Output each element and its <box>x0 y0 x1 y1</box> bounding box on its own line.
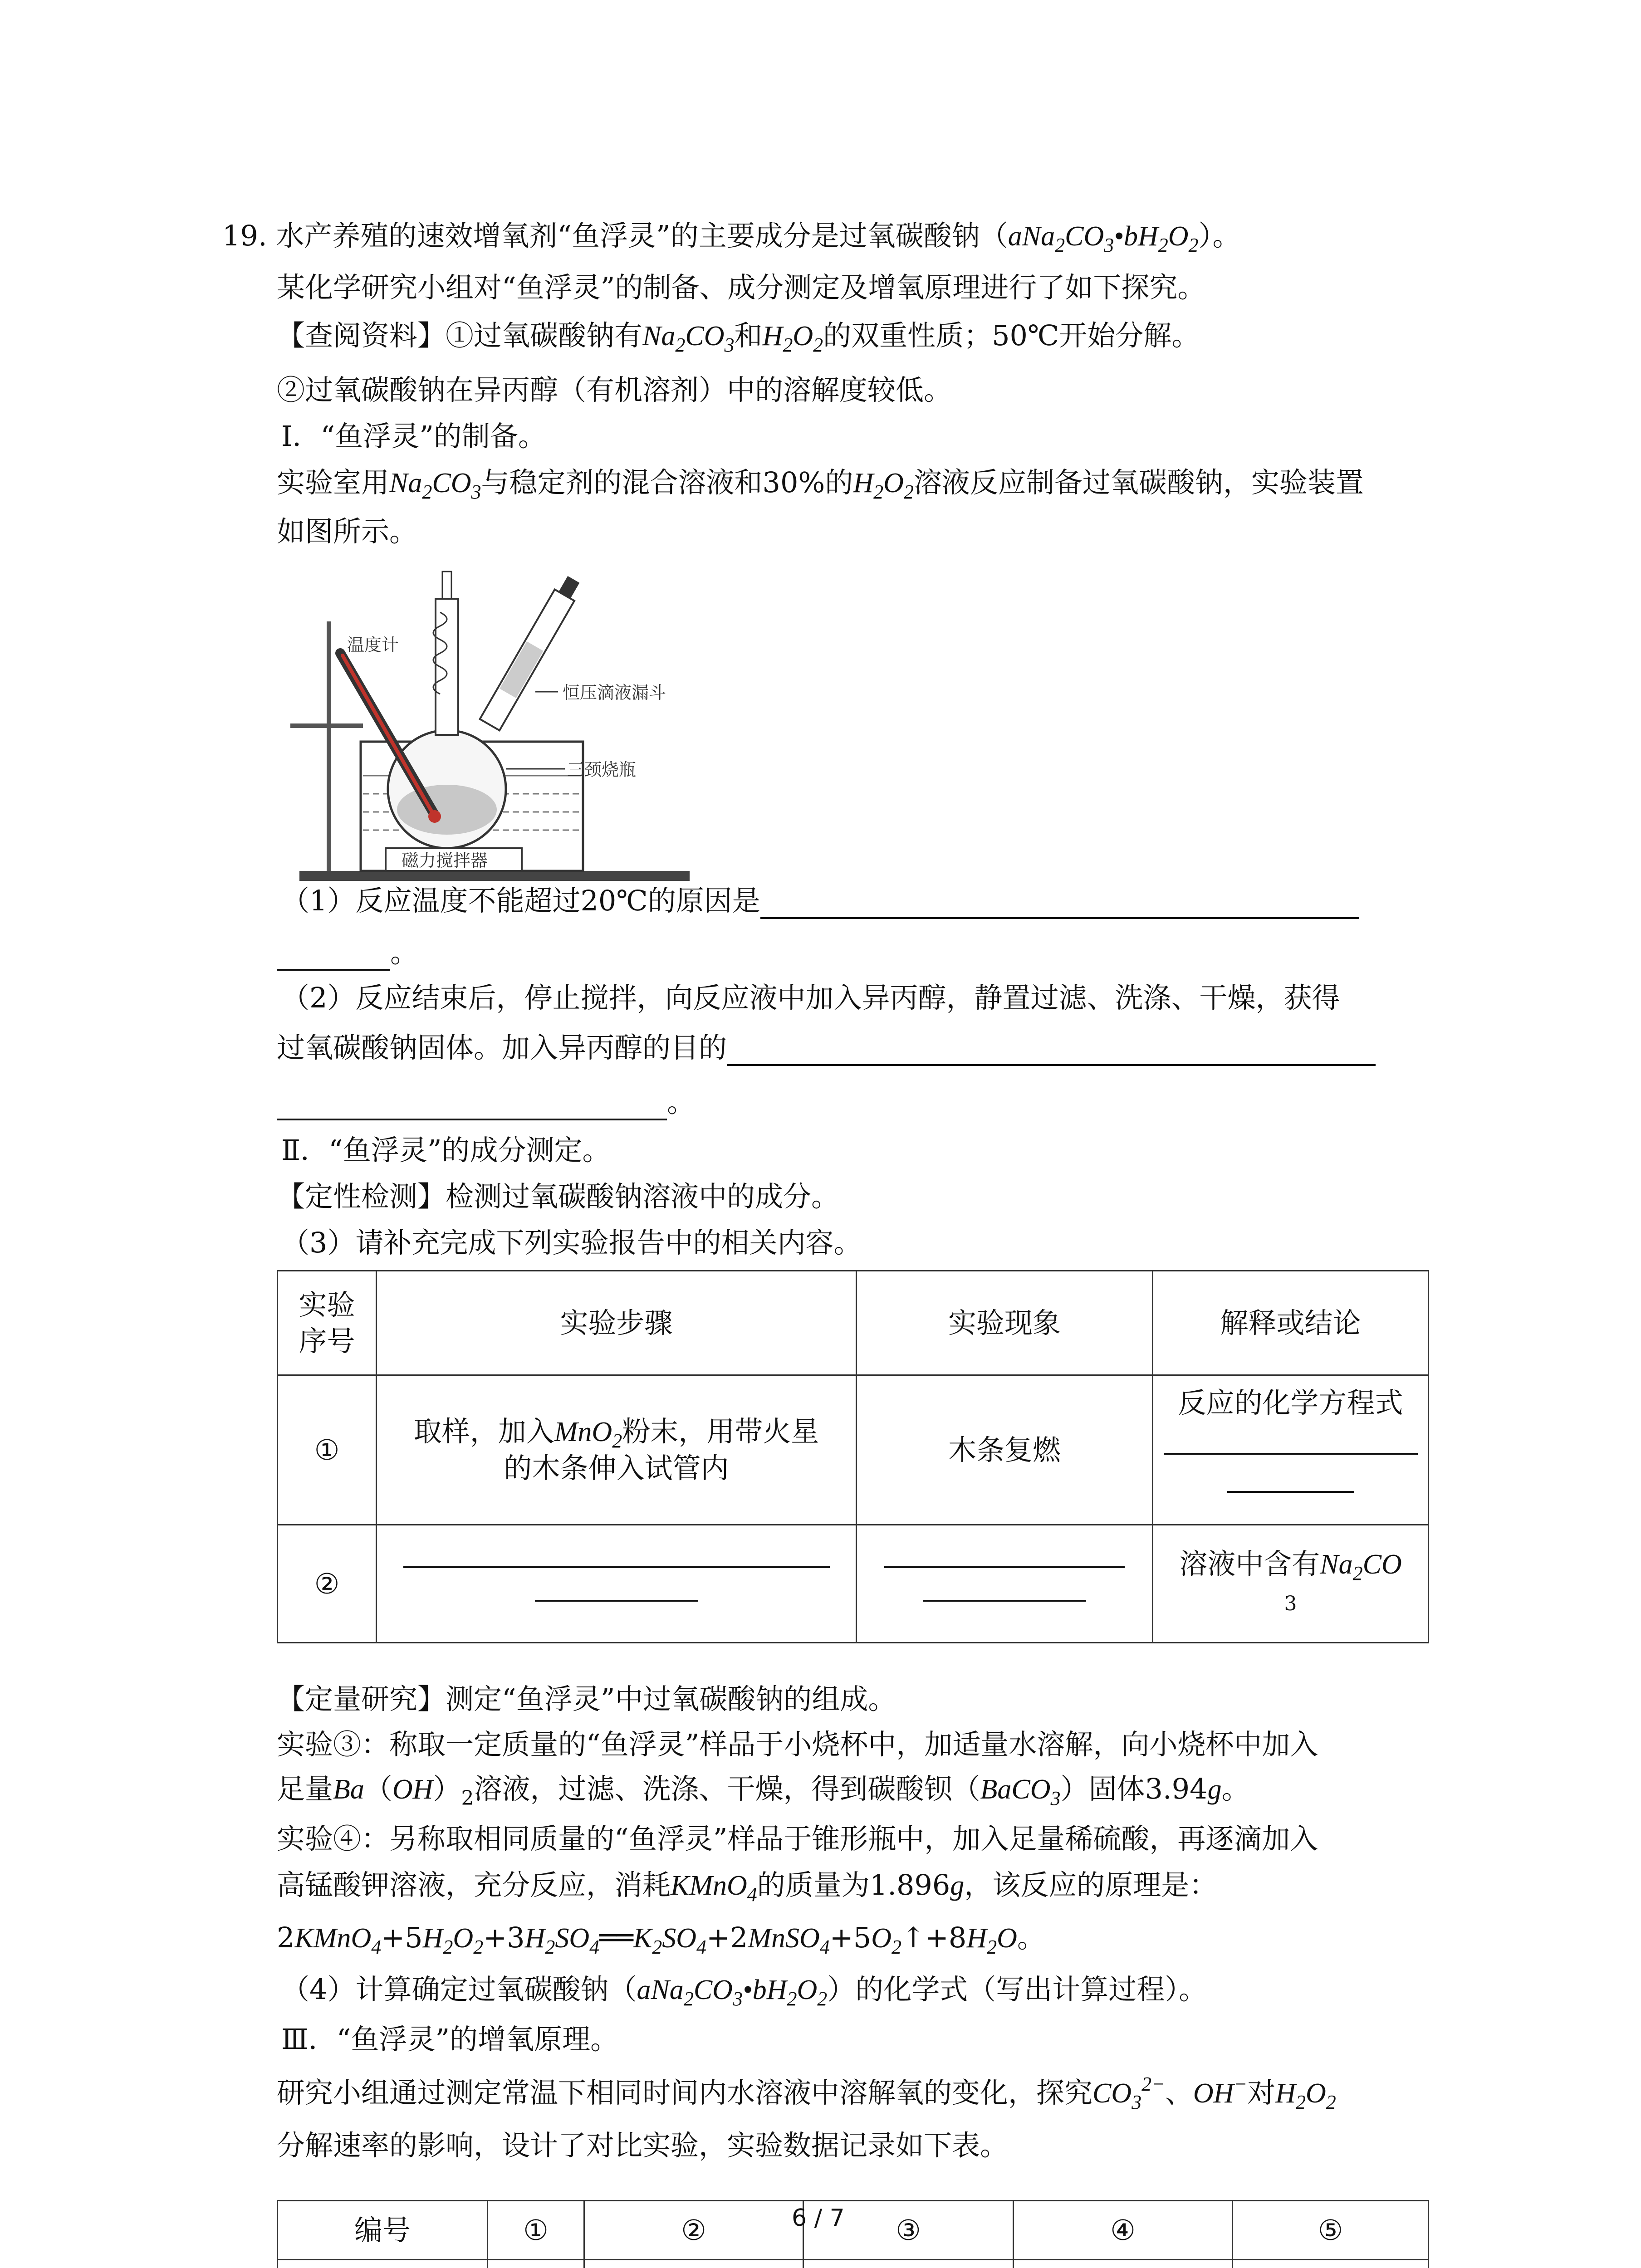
comparison-table <box>277 2200 1429 2268</box>
thermometer-label: 温度计 <box>347 635 399 655</box>
t2-row-label <box>278 2260 488 2268</box>
experiment-4-line-1: 实验④：另称取相同质量的“鱼浮灵”样品于锥形瓶中，加入足量稀硫酸，再逐滴加入 <box>277 1822 1318 1855</box>
apparatus-diagram <box>281 562 690 889</box>
stirrer-label: 磁力搅拌器 <box>402 850 488 870</box>
funnel-label: 恒压滴液漏斗 <box>563 683 666 703</box>
t2-col-3: ③ <box>803 2201 1014 2260</box>
reference-line-1: 【查阅资料】①过氧碳酸钠有$Na_2CO_3$和$H_2O_2$的双重性质；50℃开始分解。 <box>277 319 1200 356</box>
r2-phen-blank-1[interactable] <box>884 1566 1125 1568</box>
q1-answer-blank[interactable] <box>760 890 1359 919</box>
question-3: （3）请补充完成下列实验报告中的相关内容。 <box>281 1226 862 1259</box>
header-step: 实验步骤 <box>377 1271 857 1375</box>
q2-answer-blank[interactable] <box>727 1037 1376 1066</box>
table-row <box>278 1525 1429 1643</box>
row-1-conclusion <box>1153 1375 1429 1525</box>
clamp-arm <box>290 723 363 728</box>
q1-answer-blank-2[interactable] <box>277 942 390 971</box>
t2-cell-3 <box>803 2260 1014 2268</box>
reaction-equation: $2KMnO_4+5H_2O_2+3H_2SO_4══K_2SO_4+2MnSO_4+5O_2↑+8H_2O$。 <box>277 1921 1045 1958</box>
question-19-line-1 <box>222 218 1241 254</box>
question-1 <box>281 883 1359 919</box>
t2-header-no: 编号 <box>278 2201 488 2260</box>
formula-main: $aNa_2CO_3•bH_2O_2$ <box>1008 221 1199 256</box>
r2-step-blank-2[interactable] <box>535 1600 698 1602</box>
r2-step-blank-1[interactable] <box>403 1566 830 1568</box>
equation-prompt: 反应的化学方程式 <box>1178 1386 1403 1419</box>
ref-post: 的双重性质；50℃开始分解。 <box>823 319 1200 352</box>
t2-col-2: ② <box>584 2201 803 2260</box>
header-no: 实验 序号 <box>278 1271 377 1375</box>
question-number: 19. <box>222 219 267 252</box>
prep-c: 溶液反应制备过氧碳酸钠，实验装置 <box>913 466 1364 499</box>
intro-text: 水产养殖的速效增氧剂“鱼浮灵”的主要成分是过氧碳酸钠（ <box>276 219 1008 252</box>
experiment-report-table <box>277 1270 1429 1643</box>
row-1-no: ① <box>278 1375 377 1525</box>
ref-pre: 【查阅资料】①过氧碳酸钠有 <box>277 319 643 352</box>
table-header-row <box>278 1271 1429 1375</box>
intro-end: ）。 <box>1198 219 1241 252</box>
research-line-1: 研究小组通过测定常温下相同时间内水溶液中溶解氧的变化，探究$CO_3^{2-}$、OH−对$H_2O_2$ <box>277 2073 1336 2113</box>
reference-line-2: ②过氧碳酸钠在异丙醇（有机溶剂）中的溶解度较低。 <box>277 373 952 406</box>
question-2-line-2 <box>277 1030 1376 1066</box>
t2-col-4: ④ <box>1014 2201 1233 2260</box>
header-conclusion: 解释或结论 <box>1153 1271 1429 1375</box>
q2-answer-blank-2[interactable] <box>277 1091 667 1120</box>
r2-phen-blank-2[interactable] <box>923 1600 1086 1602</box>
r1-blank-2[interactable] <box>1227 1491 1354 1493</box>
q1-end: 。 <box>390 936 419 969</box>
q1-text: （1）反应温度不能超过20℃的原因是 <box>281 884 760 917</box>
t2-cell-1 <box>488 2260 584 2268</box>
qualitative-heading: 【定性检测】检测过氧碳酸钠溶液中的成分。 <box>277 1180 840 1213</box>
question-4: （4）计算确定过氧碳酸钠$(aNa_2CO_3•bH_2O_2)$的化学式（写出计算过程）。 <box>281 1973 1207 2010</box>
preparation-line-2: 如图所示。 <box>277 515 418 548</box>
row-2-no: ② <box>278 1525 377 1643</box>
t2-col-5: ⑤ <box>1233 2201 1429 2260</box>
t2-cell-2 <box>584 2260 803 2268</box>
question-2-cont <box>277 1084 695 1120</box>
experiment-3-line-2: 足量$Ba(OH)_2$溶液，过滤、洗涤、干燥，得到碳酸钡（BaCO$_3$）固体3.94g。 <box>277 1772 1250 1810</box>
table-header-row <box>278 2201 1429 2260</box>
quantitative-heading: 【定量研究】测定“鱼浮灵”中过氧碳酸钠的组成。 <box>277 1682 896 1716</box>
prep-a: 实验室用 <box>277 466 390 499</box>
section-1-title: Ⅰ．“鱼浮灵”的制备。 <box>281 420 546 453</box>
table-row <box>278 2260 1429 2268</box>
row-1-phenomenon: 木条复燃 <box>857 1375 1153 1525</box>
preparation-line-1: 实验室用$Na_2CO_3$与稳定剂的混合溶液和30%的$H_2O_2$溶液反应制备过氧碳酸钠，实验装置 <box>277 466 1364 503</box>
question-2-line-1: （2）反应结束后，停止搅拌，向反应液中加入异丙醇，静置过滤、洗涤、干燥，获得 <box>281 981 1340 1014</box>
stand-base <box>299 871 690 881</box>
row-2-phenomenon <box>857 1525 1153 1643</box>
experiment-3-line-1: 实验③：称取一定质量的“鱼浮灵”样品于小烧杯中，加适量水溶解，向小烧杯中加入 <box>277 1728 1318 1761</box>
stand-rod <box>327 621 331 875</box>
page-number: 6 / 7 <box>792 2204 845 2232</box>
r1-blank-1[interactable] <box>1164 1453 1418 1455</box>
t2-cell-4 <box>1014 2260 1233 2268</box>
flask-label: 三颈烧瓶 <box>567 760 637 780</box>
research-line-2: 分解速率的影响，设计了对比实验，实验数据记录如下表。 <box>277 2129 1009 2162</box>
question-1-cont <box>277 934 418 971</box>
prep-b: 与稳定剂的混合溶液和30%的 <box>481 466 853 499</box>
dropping-funnel <box>480 574 583 730</box>
q2-text: 过氧碳酸钠固体。加入异丙醇的目的 <box>277 1031 727 1064</box>
q2-end: 。 <box>667 1085 696 1119</box>
row-1-step: 取样，加入MnO$_2$粉末，用带火星 的木条伸入试管内 <box>377 1375 857 1525</box>
row-2-step <box>377 1525 857 1643</box>
section-3-title: Ⅲ．“鱼浮灵”的增氧原理。 <box>281 2023 619 2056</box>
table-row <box>278 1375 1429 1525</box>
t2-cell-5 <box>1233 2260 1429 2268</box>
row-2-conclusion: 溶液中含有$Na_2CO$ 3 <box>1153 1525 1429 1643</box>
header-phenomenon: 实验现象 <box>857 1271 1153 1375</box>
t2-col-1: ① <box>488 2201 584 2260</box>
intro-line-2: 某化学研究小组对“鱼浮灵”的制备、成分测定及增氧原理进行了如下探究。 <box>277 271 1206 304</box>
section-2-title: Ⅱ．“鱼浮灵”的成分测定。 <box>281 1134 611 1167</box>
experiment-4-line-2: 高锰酸钾溶液，充分反应，消耗KMnO$_4$的质量为1.896g，该反应的原理是： <box>277 1868 1218 1906</box>
